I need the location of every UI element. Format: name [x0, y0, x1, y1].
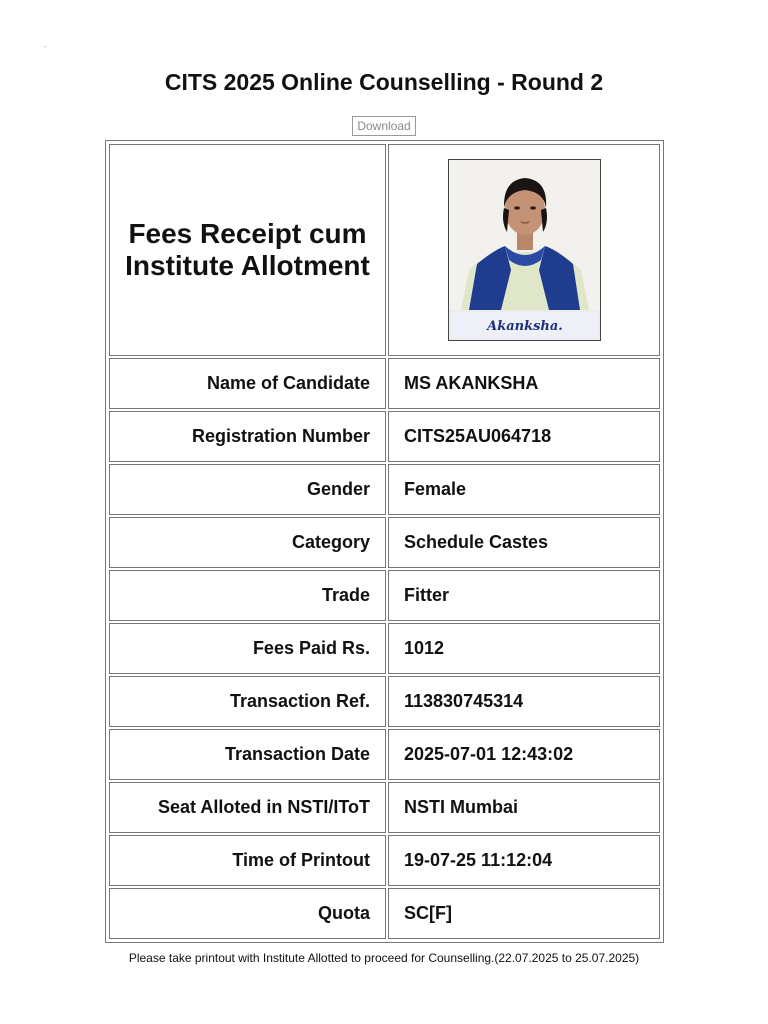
row-label: Fees Paid Rs.: [109, 623, 386, 674]
table-row: [109, 358, 660, 409]
header-row: [109, 144, 660, 356]
table-row: [109, 835, 660, 886]
row-label: Time of Printout: [109, 835, 386, 886]
table-row: [109, 411, 660, 462]
candidate-photo: [448, 159, 601, 341]
row-label: Trade: [109, 570, 386, 621]
row-value: CITS25AU064718: [388, 411, 660, 462]
row-value: MS AKANKSHA: [388, 358, 660, 409]
row-label: Gender: [109, 464, 386, 515]
row-value: Female: [388, 464, 660, 515]
row-value: 1012: [388, 623, 660, 674]
table-row: [109, 729, 660, 780]
row-value: 113830745314: [388, 676, 660, 727]
row-label: Seat Alloted in NSTI/IToT: [109, 782, 386, 833]
photo-cell: [388, 144, 660, 356]
row-value: 2025-07-01 12:43:02: [388, 729, 660, 780]
row-value: Fitter: [388, 570, 660, 621]
receipt-table: [105, 140, 664, 943]
table-row: [109, 464, 660, 515]
download-button[interactable]: Download: [352, 116, 416, 136]
row-value: NSTI Mumbai: [388, 782, 660, 833]
page-marker: .: [44, 40, 47, 49]
row-value: 19-07-25 11:12:04: [388, 835, 660, 886]
row-label: Registration Number: [109, 411, 386, 462]
table-row: [109, 570, 660, 621]
receipt-heading: Fees Receipt cum Institute Allotment: [109, 144, 386, 356]
table-row: [109, 623, 660, 674]
row-label: Name of Candidate: [109, 358, 386, 409]
row-value: SC[F]: [388, 888, 660, 939]
table-row: [109, 676, 660, 727]
table-row: [109, 517, 660, 568]
footnote: Please take printout with Institute Allotted to proceed for Counselling.(22.07.2025 to 25.07.2025): [128, 951, 640, 965]
table-row: [109, 782, 660, 833]
row-label: Quota: [109, 888, 386, 939]
signature-text: Akanksha.: [486, 319, 563, 334]
table-row: [109, 888, 660, 939]
row-label: Category: [109, 517, 386, 568]
page-title: CITS 2025 Online Counselling - Round 2: [164, 69, 604, 95]
row-value: Schedule Castes: [388, 517, 660, 568]
row-label: Transaction Ref.: [109, 676, 386, 727]
row-label: Transaction Date: [109, 729, 386, 780]
